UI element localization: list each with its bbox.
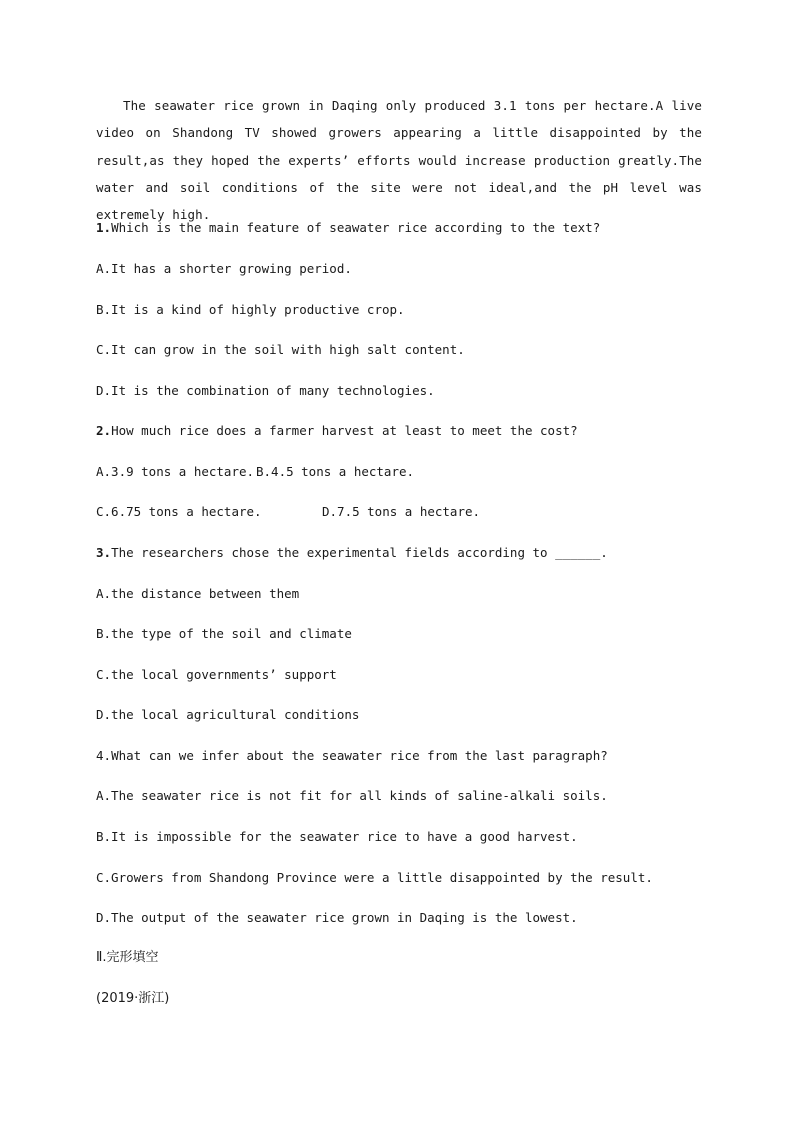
question-number: 2.: [96, 423, 112, 438]
option-2c: C.6.75 tons a hectare.: [96, 504, 262, 519]
question-number: 3.: [96, 545, 112, 560]
question-number: 4.: [96, 748, 112, 763]
option-4b: B.It is impossible for the seawater rice to have a good harvest.: [96, 829, 578, 844]
option-1a: A.It has a shorter growing period.: [96, 261, 352, 276]
option-1d: D.It is the combination of many technologies.: [96, 383, 435, 398]
option-4c: C.Growers from Shandong Province were a little disappointed by the result.: [96, 870, 653, 885]
option-4d: D.The output of the seawater rice grown in Daqing is the lowest.: [96, 910, 578, 925]
source-note: (2019·浙江): [96, 991, 170, 1006]
question-stem: What can we infer about the seawater rice from the last paragraph?: [111, 748, 608, 763]
question-1: [96, 219, 600, 237]
question-4: [96, 747, 608, 765]
option-2d: D.7.5 tons a hectare.: [322, 504, 481, 519]
question-2: [96, 422, 578, 440]
reading-passage: The seawater rice grown in Daqing only produced 3.1 tons per hectare.A live video on Shandong TV showed growers appearing a little disappointed by the result,as they hoped the experts’ efforts would increase production greatly.The water and soil conditions of the site were not ideal,and the pH level was extremely high.: [96, 98, 702, 223]
option-3b: B.the type of the soil and climate: [96, 626, 352, 641]
section-heading: Ⅱ.完形填空: [96, 950, 159, 965]
option-1b: B.It is a kind of highly productive crop.: [96, 302, 405, 317]
question-stem: The researchers chose the experimental fields according to ______.: [111, 545, 608, 560]
question-number: 1.: [96, 220, 112, 235]
option-3a: A.the distance between them: [96, 586, 300, 601]
option-2a: A.3.9 tons a hectare.: [96, 464, 255, 479]
option-3c: C.the local governments’ support: [96, 667, 337, 682]
option-3d: D.the local agricultural conditions: [96, 707, 360, 722]
option-1c: C.It can grow in the soil with high salt content.: [96, 342, 465, 357]
option-2b: B.4.5 tons a hectare.: [256, 464, 415, 479]
option-4a: A.The seawater rice is not fit for all kinds of saline-alkali soils.: [96, 788, 608, 803]
question-stem: How much rice does a farmer harvest at least to meet the cost?: [111, 423, 578, 438]
question-stem: Which is the main feature of seawater rice according to the text?: [111, 220, 601, 235]
question-3: [96, 544, 608, 562]
